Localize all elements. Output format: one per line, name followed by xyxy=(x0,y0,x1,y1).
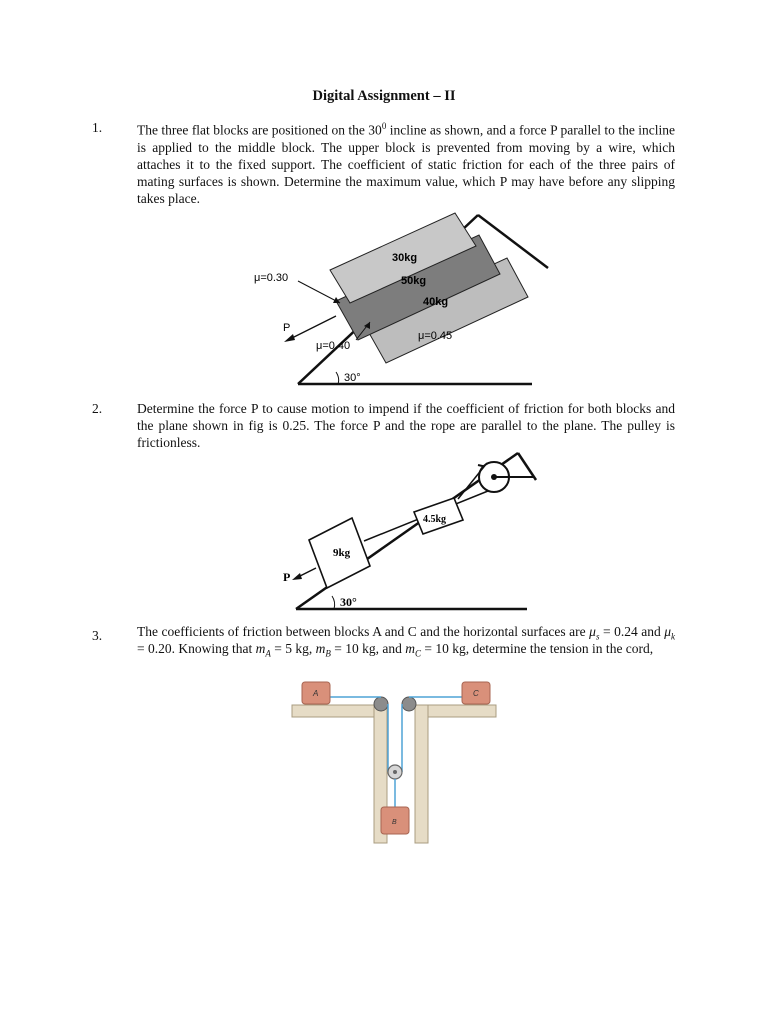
question-3-text: The coefficients of friction between blocks A and C and the horizontal surfaces are $\mu_s = 0.24$ and $\mu_k = 0.20$. Knowing that $m_A = 5$ kg, $m_B = 10$ kg, and $m_C = 10$ kg, determine the tension in the cord, xyxy=(137,624,676,659)
label-50kg: 50kg xyxy=(401,275,427,287)
label-9kg: 9kg xyxy=(333,547,351,559)
label-30kg: 30kg xyxy=(392,252,418,264)
label-40kg: 40kg xyxy=(423,296,449,308)
left-shelf xyxy=(292,705,387,717)
question-1-number: 1. xyxy=(92,120,103,135)
left-corner-pulley xyxy=(374,697,388,711)
force-p-label-2: P xyxy=(283,570,291,584)
document-title: Digital Assignment – II xyxy=(312,88,456,104)
question-1-text: The three flat blocks are positioned on the $30^0$ incline as shown, and a force P parallel to the incline is applied to the middle block. The upper block is prevented from moving by a wire, which attaches it to the fixed support. The coefficient of static friction for each of the three pairs of mating surfaces is shown. Determine the maximum value, which P may have before any slipping takes place. xyxy=(137,121,675,206)
angle-label: 30° xyxy=(344,372,361,384)
right-post xyxy=(415,705,428,843)
force-p-label: P xyxy=(283,322,291,334)
mu-between-label: μ=0.45 xyxy=(418,330,453,342)
mu-top-label: μ=0.30 xyxy=(254,272,289,284)
block-a-label: A xyxy=(313,689,319,698)
block-c-label: C xyxy=(473,689,479,698)
question-3-number: 3. xyxy=(92,628,103,643)
block-b-label: B xyxy=(392,819,397,826)
label-4-5kg: 4.5kg xyxy=(423,514,447,525)
mu-ground-label: μ=0.40 xyxy=(316,340,351,352)
angle-label-2: 30° xyxy=(340,595,357,609)
question-2-number: 2. xyxy=(92,401,103,416)
right-corner-pulley xyxy=(402,697,416,711)
question-2-text: Determine the force P to cause motion to impend if the coefficient of friction for both blocks and the plane shown in fig is 0.25. The force P and the rope are parallel to the plane. The pulley is frictionless. xyxy=(137,401,675,450)
